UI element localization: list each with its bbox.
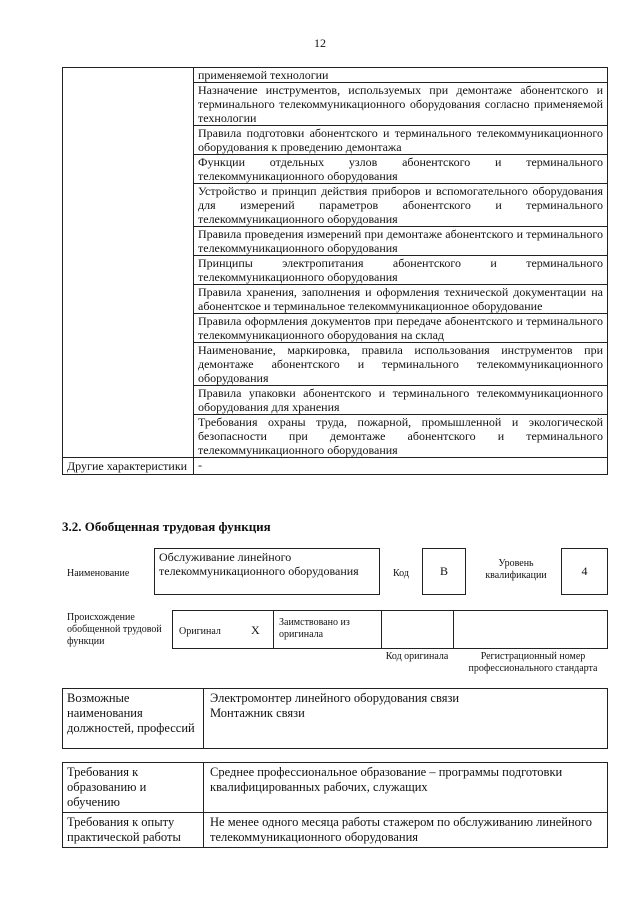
code-original-label: Код оригинала bbox=[385, 651, 449, 662]
knowledge-label-cell bbox=[63, 68, 194, 458]
origin-box bbox=[172, 610, 608, 649]
position-item: Монтажник связи bbox=[210, 706, 305, 720]
education-label: Требования к образованию и обучению bbox=[63, 763, 204, 813]
position-item: Электромонтер линейного оборудования связи bbox=[210, 691, 460, 705]
experience-value: Не менее одного месяца работы стажером по обслуживанию линейного телекоммуникационного оборудования bbox=[204, 813, 608, 848]
knowledge-row: Правила проведения измерений при демонтаже абонентского и терминального телекоммуникационного оборудования bbox=[194, 227, 608, 256]
knowledge-row: Требования охраны труда, пожарной, промышленной и экологической безопасности при демонтаже абонентского и терминального телекоммуникационного оборудования bbox=[194, 415, 608, 458]
page-number: 12 bbox=[314, 36, 326, 50]
divider bbox=[453, 611, 454, 648]
level-label: Уровень квалификации bbox=[485, 558, 547, 581]
knowledge-row: применяемой технологии bbox=[194, 68, 608, 83]
code-value: B bbox=[422, 548, 466, 595]
other-characteristics-label: Другие характеристики bbox=[63, 458, 194, 475]
knowledge-row: Правила хранения, заполнения и оформления технической документации на абонентское и терминальное телекоммуникационное оборудование bbox=[194, 285, 608, 314]
borrowed-label: Заимствовано из оригинала bbox=[279, 617, 350, 640]
other-characteristics-value: - bbox=[194, 458, 608, 475]
name-value: Обслуживание линейного телекоммуникационного оборудования bbox=[154, 548, 380, 595]
code-label: Код bbox=[393, 568, 409, 579]
knowledge-row: Назначение инструментов, используемых при демонтаже абонентского и терминального телекоммуникационного оборудования согласно применяемой технологии bbox=[194, 83, 608, 126]
knowledge-row: Устройство и принцип действия приборов и вспомогательного оборудования для измерений параметров абонентского и терминального телекоммуникационного оборудования bbox=[194, 184, 608, 227]
positions-label: Возможные наименования должностей, профессий bbox=[63, 689, 204, 749]
experience-label: Требования к опыту практической работы bbox=[63, 813, 204, 848]
name-label: Наименование bbox=[67, 568, 130, 579]
divider bbox=[273, 611, 274, 648]
knowledge-row: Правила упаковки абонентского и терминального телекоммуникационного оборудования для хранения bbox=[194, 386, 608, 415]
positions-values bbox=[204, 689, 608, 749]
knowledge-row: Правила оформления документов при передаче абонентского и терминального телекоммуникационного оборудования на склад bbox=[194, 314, 608, 343]
knowledge-row: Наименование, маркировка, правила использования инструментов при демонтаже абонентского и терминального телекоммуникационного оборудования bbox=[194, 343, 608, 386]
education-value: Среднее профессиональное образование – программы подготовки квалифицированных рабочих, служащих bbox=[204, 763, 608, 813]
divider bbox=[381, 611, 382, 648]
positions-table bbox=[62, 688, 608, 749]
origin-label: Происхождение обобщенной трудовой функции bbox=[67, 612, 162, 647]
level-value: 4 bbox=[561, 548, 608, 595]
knowledge-table bbox=[62, 67, 608, 475]
original-mark: X bbox=[251, 623, 260, 637]
knowledge-row: Функции отдельных узлов абонентского и терминального телекоммуникационного оборудования bbox=[194, 155, 608, 184]
knowledge-row: Правила подготовки абонентского и терминального телекоммуникационного оборудования к проведению демонтажа bbox=[194, 126, 608, 155]
section-heading: 3.2. Обобщенная трудовая функция bbox=[62, 519, 271, 534]
knowledge-row: Принципы электропитания абонентского и терминального телекоммуникационного оборудования bbox=[194, 256, 608, 285]
original-label: Оригинал bbox=[179, 626, 221, 637]
requirements-table bbox=[62, 762, 608, 848]
reg-number-label: Регистрационный номер профессионального стандарта bbox=[468, 651, 598, 674]
